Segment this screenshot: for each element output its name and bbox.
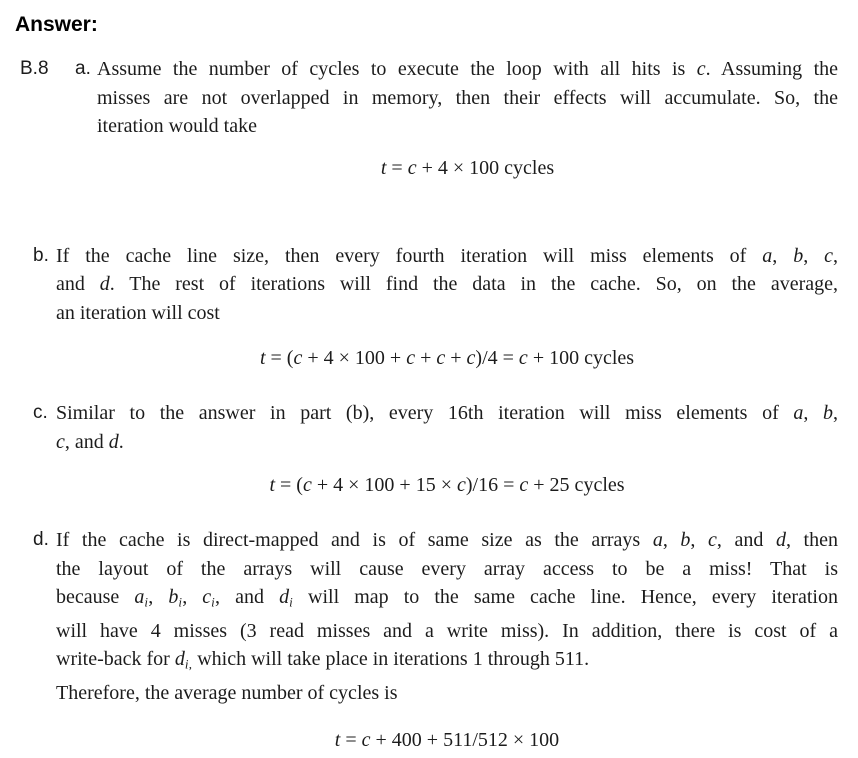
text-segment: , [803,402,823,424]
text-segment: + 4 × 100 + [302,347,407,369]
text-segment: will have 4 misses (3 read misses and a write miss). In addition, there is cost of a [56,619,838,642]
text-segment: write-back for [56,648,175,671]
math-segment: a [652,529,663,551]
math-segment: c [406,347,416,369]
math-segment: c [293,347,303,369]
part-d-text [56,526,838,708]
math-segment: d [775,529,786,551]
text-segment: which will take place in iterations 1 through 511. [192,648,590,671]
text-segment: + 400 + 511/512 × 100 [370,728,560,751]
text-segment: + [445,347,467,369]
problem-number: B.8 [20,58,49,79]
text-line [56,645,838,679]
math-segment: a [793,402,804,424]
text-segment: = [386,156,408,179]
text-segment: = [340,728,362,751]
text-segment: . [118,430,124,453]
text-segment: + 100 cycles [527,347,635,369]
text-segment: Assume the number of cycles to execute the loop with all hits is [97,58,697,80]
text-segment: , and [215,586,280,608]
text-segment: , and [716,529,776,551]
part-c [33,399,858,497]
math-segment: t [380,156,387,179]
math-segment: c [361,728,371,751]
math-segment: d [99,273,110,295]
math-segment: a [134,586,145,608]
math-segment: c [457,474,466,496]
math-segment: b [793,244,804,267]
text-line [56,555,838,584]
math-segment: c [708,529,717,551]
part-d-content [56,526,838,752]
text-line [56,242,838,271]
math-segment: t [259,347,266,369]
math-segment: c [407,156,417,179]
math-segment: i, [184,656,193,672]
math-segment: i [211,594,216,610]
math-segment: c [519,474,529,496]
text-segment: iteration would take [97,115,257,137]
part-d-marker: d. [33,529,49,550]
text-segment: an iteration will cost [56,301,220,324]
text-segment: Therefore, the average number of cycles is [56,682,398,704]
part-a [0,55,858,180]
math-segment: c [466,347,476,369]
math-segment: b [823,402,833,424]
text-segment: , [803,244,825,267]
part-b-text [56,242,838,328]
part-b-content [56,242,838,371]
text-line [56,399,838,428]
text-line [97,55,838,84]
text-segment: the layout of the arrays will cause every array access to be a miss! That is [56,557,838,580]
text-line [56,679,838,708]
math-segment: c [202,586,212,608]
part-c-formula [56,473,838,497]
part-a-text [97,55,838,141]
text-segment: , [182,586,203,608]
text-line [97,112,838,141]
text-segment: If the cache line size, then every fourth iteration will miss elements of [56,244,763,267]
part-b-marker: b. [33,244,49,266]
part-c-text [56,399,838,456]
text-line [56,583,838,617]
part-c-marker: c. [33,402,48,423]
text-segment: . Assuming the [705,58,838,80]
part-a-marker: a. [75,58,91,79]
text-segment: because [56,586,135,608]
text-segment: + 4 × 100 + 15 × [311,474,457,496]
math-segment: c [518,347,528,369]
text-segment: , [690,529,708,551]
text-line [56,270,838,299]
math-segment: b [168,586,179,608]
text-segment: )/4 = [475,347,519,369]
math-segment: c [696,58,706,80]
text-segment: and [56,273,100,295]
text-segment: will map to the same cache line. Hence, every iteration [292,586,838,608]
math-segment: d [174,648,185,671]
text-segment: , [662,529,681,551]
math-segment: t [269,474,276,496]
part-d [33,526,858,752]
text-segment: , then [785,529,838,551]
text-segment: = ( [275,474,303,496]
text-segment: + [415,347,437,369]
math-segment: i [144,594,149,610]
text-segment: , [148,586,169,608]
math-segment: c [302,474,312,496]
math-segment: b [680,529,691,551]
math-segment: a [762,244,773,267]
math-segment: i [289,594,293,610]
text-segment: , and [64,430,109,453]
part-c-content [56,399,838,497]
math-segment: d [279,586,290,608]
math-segment: c [824,244,834,267]
math-segment: c [436,347,446,369]
text-segment: . The rest of iterations will find the data in the cache. So, on the average, [109,273,838,295]
part-a-content [97,55,838,180]
text-segment: misses are not overlapped in memory, then their effects will accumulate. So, the [97,86,838,109]
part-a-formula [97,156,838,180]
text-line [56,526,838,555]
part-b-formula [56,346,838,370]
text-segment: , [833,244,839,267]
math-segment: t [334,728,341,751]
math-segment: i [178,594,183,610]
text-segment: , [833,402,838,424]
text-segment: + 25 cycles [528,474,625,496]
part-b [33,242,858,371]
text-segment: )/16 = [465,474,520,496]
text-segment: Similar to the answer in part (b), every 16th iteration will miss elements of [56,402,794,424]
text-line [56,428,838,457]
answer-heading: Answer: [15,13,98,36]
text-segment: = ( [265,347,294,369]
text-line [97,84,838,113]
part-d-formula [56,728,838,752]
text-segment: If the cache is direct-mapped and is of same size as the arrays [56,529,653,551]
math-segment: d [108,430,119,453]
text-segment: + 4 × 100 cycles [416,156,555,179]
math-segment: c [56,430,65,453]
text-segment: , [772,244,794,267]
text-line [56,617,838,646]
text-line [56,299,838,328]
